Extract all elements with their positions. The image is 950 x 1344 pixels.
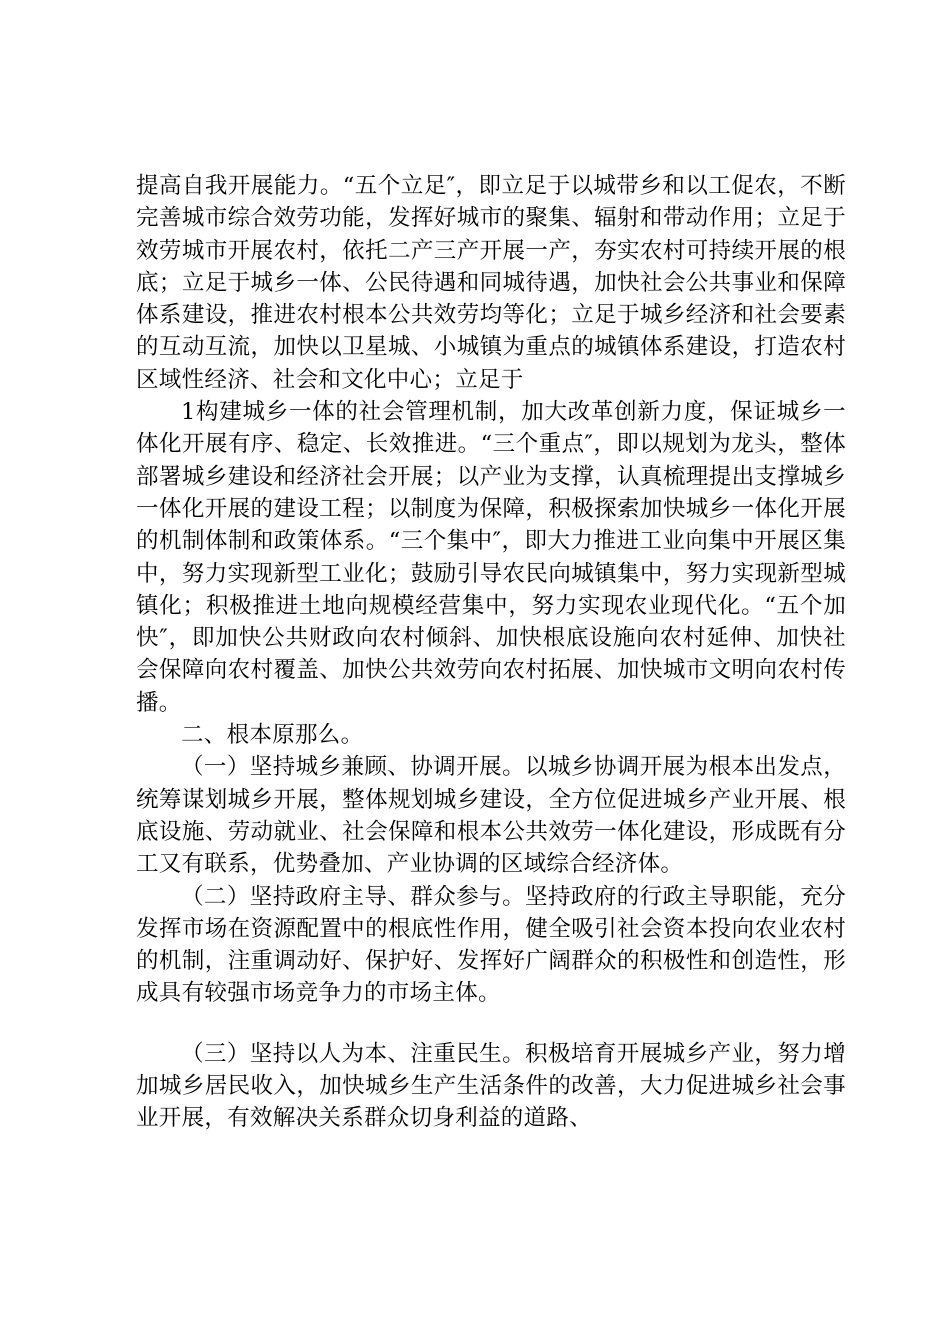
paragraph-five-foundations: 提高自我开展能力。“五个立足″，即立足于以城带乡和以工促农，不断完善城市综合效劳功能，发挥好城市的聚集、辐射和带动作用；立足于效劳城市开展农村，依托二产三产开展一产，夯实农村可持续开展的根底；立足于城乡一体、公民待遇和同城待遇，加快社会公共事业和保障体系建设，推进农村根本公共效劳均等化；立足于城乡经济和社会要素的互动互流，加快以卫星城、小城镇为重点的城镇体系建设，打造农村区域性经济、社会和文化中心；立足于 bbox=[136, 173, 846, 393]
paragraph-principle-two: （二）坚持政府主导、群众参与。坚持政府的行政主导职能，充分发挥市场在资源配置中的根底性作用，健全吸引社会资本投向农业农村的机制，注重调动好、保护好、发挥好广阔群众的积极性和创造性，形成具有较强市场竞争力的市场主体。 bbox=[136, 883, 846, 1007]
paragraph-spacer bbox=[136, 1010, 846, 1038]
document-body bbox=[136, 170, 846, 1135]
paragraph-social-management: 1构建城乡一体的社会管理机制，加大改革创新力度，保证城乡一体化开展有序、稳定、长效推进。“三个重点″，即以规划为龙头，整体部署城乡建设和经济社会开展；以产业为支撑，认真梳理提出支撑城乡一体化开展的建设工程；以制度为保障，积极探索加快城乡一体化开展的机制体制和政策体系。“三个集中″，即大力推进工业向集中开展区集中，努力实现新型工业化；鼓励引导农民向城镇集中，努力实现新型城镇化；积极推进土地向规模经营集中，努力实现农业现代化。“五个加快″，即加快公共财政向农村倾斜、加快根底设施向农村延伸、加快社会保障向农村覆盖、加快公共效劳向农村拓展、加快城市文明向农村传播。 bbox=[136, 399, 846, 716]
paragraph-principle-three: （三）坚持以人为本、注重民生。积极培育开展城乡产业，努力增加城乡居民收入，加快城乡生产生活条件的改善，大力促进城乡社会事业开展，有效解决关系群众切身利益的道路、 bbox=[136, 1040, 846, 1132]
section-heading-basic-principles: 二、根本原那么。 bbox=[181, 722, 364, 749]
paragraph-principle-one: （一）坚持城乡兼顾、协调开展。以城乡协调开展为根本出发点，统筹谋划城乡开展，整体规划城乡建设，全方位促进城乡产业开展、根底设施、劳动就业、社会保障和根本公共效劳一体化建设，形成既有分工又有联系，优势叠加、产业协调的区域综合经济体。 bbox=[136, 754, 846, 878]
